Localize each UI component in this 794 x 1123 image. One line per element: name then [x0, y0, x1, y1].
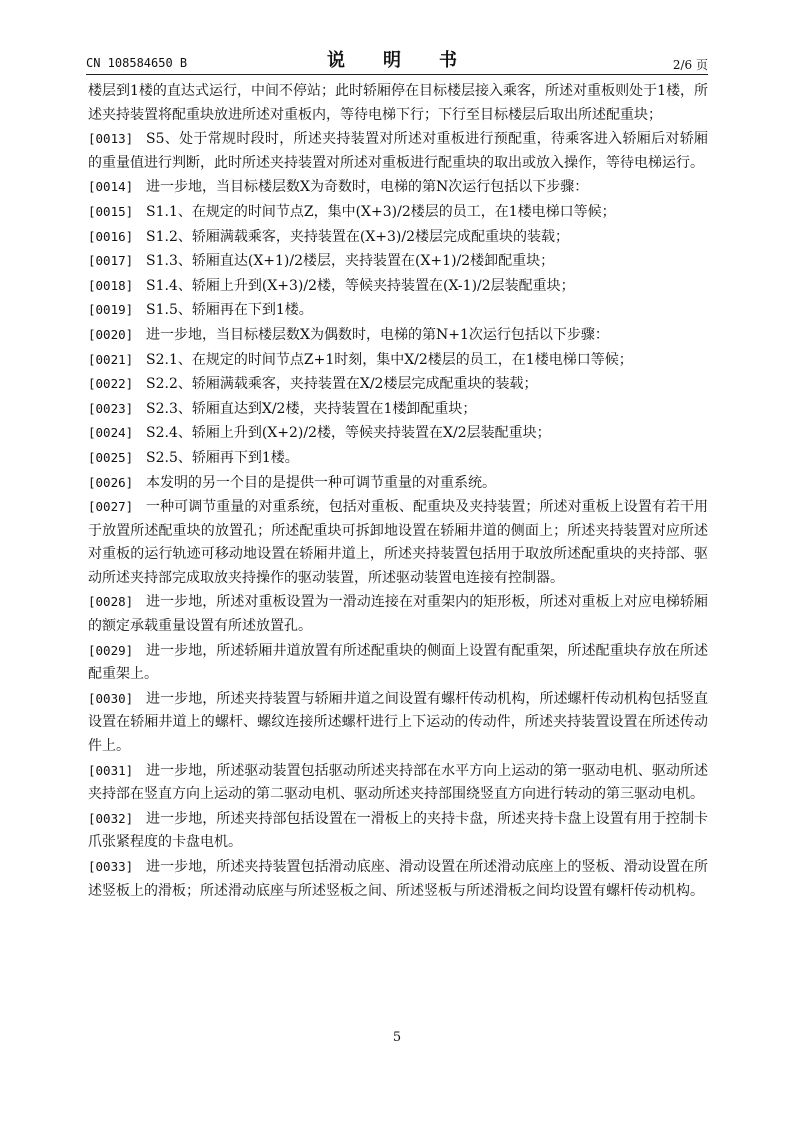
paragraph-text: 本发明的另一个目的是提供一种可调节重量的对重系统。 — [146, 474, 496, 491]
paragraph-number: [0014] — [88, 179, 134, 195]
paragraph-text: S2.1、在规定的时间节点Z+1时刻，集中X/2楼层的员工，在1楼电梯口等候； — [146, 351, 633, 368]
paragraph-number: [0024] — [88, 425, 134, 441]
paragraph-0028 — [88, 590, 708, 638]
paragraph-text: S1.5、轿厢再在下到1楼。 — [146, 302, 313, 319]
paragraph-0015 — [88, 200, 708, 225]
paragraph-number: [0022] — [88, 376, 134, 392]
paragraph-text: 进一步地，所述夹持部包括设置在一滑板上的夹持卡盘，所述夹持卡盘上设置有用于控制卡爪张紧程度的卡盘电机。 — [88, 810, 708, 851]
paragraph-continued — [88, 80, 708, 127]
paragraph-0023 — [88, 397, 708, 422]
paragraph-number: [0032] — [88, 810, 134, 826]
paragraph-number: [0029] — [88, 642, 134, 658]
paragraph-text: 进一步地，所述夹持装置包括滑动底座、滑动设置在所述滑动底座上的竖板、滑动设置在所述竖板上的滑板；所述滑动底座与所述竖板之间、所述竖板与所述滑板之间均设置有螺杆传动机构。 — [88, 859, 708, 899]
paragraph-number: [0033] — [88, 859, 134, 874]
paragraph-text: 一种可调节重量的对重系统，包括对重板、配重块及夹持装置；所述对重板上设置有若干用于放置所述配重块的放置孔；所述配重块可拆卸地设置在轿厢井道的侧面上；所述夹持装置对应所述对重板的运行轨迹可移动地设置在轿厢井道上，所述夹持装置包括用于取放所述配重块的夹持部、驱动所述夹持部完成取放夹持操作的驱动装置，所述驱动装置电连接有控制器。 — [88, 499, 708, 586]
paragraph-text: S1.4、轿厢上升到(X+3)/2楼，等候夹持装置在(X-1)/2层装配重块； — [146, 277, 575, 294]
paragraph-0033 — [88, 855, 708, 903]
page-indicator: 2/6 页 — [672, 58, 708, 72]
paragraph-text: S5、处于常规时段时，所述夹持装置对所述对重板进行预配重，待乘客进入轿厢后对轿厢的重量值进行判断，此时所述夹持装置对所述对重板进行配重块的取出或放入操作，等待电梯运行。 — [88, 131, 708, 171]
paragraph-0021 — [88, 348, 708, 373]
patent-number: CN 108584650 B — [86, 56, 188, 70]
paragraph-text: 进一步地，所述夹持装置与轿厢井道之间设置有螺杆传动机构，所述螺杆传动机构包括竖直设置在轿厢井道上的螺杆、螺纹连接所述螺杆进行上下运动的传动件，所述夹持装置设置在所述传动件上。 — [88, 690, 708, 755]
document-title: 说 明 书 — [327, 50, 467, 71]
paragraph-text: S2.3、轿厢直达到X/2楼，夹持装置在1楼卸配重块； — [146, 400, 477, 417]
paragraph-0019 — [88, 298, 708, 323]
paragraph-text: 进一步地，所述驱动装置包括驱动所述夹持部在水平方向上运动的第一驱动电机、驱动所述夹持部在竖直方向上运动的第二驱动电机、驱动所述夹持部围绕竖直方向进行转动的第三驱动电机。 — [88, 762, 708, 803]
paragraph-0027 — [88, 495, 708, 590]
paragraph-number: [0030] — [88, 690, 134, 706]
paragraph-number: [0019] — [88, 302, 134, 318]
paragraph-number: [0023] — [88, 400, 134, 416]
paragraph-0022 — [88, 372, 708, 397]
paragraph-0016 — [88, 225, 708, 250]
paragraph-0014 — [88, 175, 708, 200]
paragraph-text: S1.2、轿厢满载乘客，夹持装置在(X+3)/2楼层完成配重块的装载； — [146, 228, 570, 245]
paragraph-0031 — [88, 759, 708, 807]
paragraph-0013 — [88, 127, 708, 175]
paragraph-number: [0027] — [88, 499, 134, 515]
page-number: 5 — [392, 1030, 402, 1045]
paragraph-text: S1.3、轿厢直达(X+1)/2楼层，夹持装置在(X+1)/2楼卸配重块； — [146, 253, 555, 270]
paragraph-text: S2.2、轿厢满载乘客，夹持装置在X/2楼层完成配重块的装载； — [146, 376, 538, 393]
paragraph-text: 进一步地，当目标楼层数X为奇数时，电梯的第N次运行包括以下步骤： — [146, 179, 589, 196]
paragraph-number: [0013] — [88, 131, 134, 147]
paragraph-0017 — [88, 249, 708, 274]
paragraph-number: [0020] — [88, 326, 134, 342]
paragraph-text: 楼层到1楼的直达式运行，中间不停站；此时轿厢停在目标楼层接入乘客，所述对重板则处于1楼，所述夹持装置将配重块放进所述对重板内，等待电梯下行；下行至目标楼层后取出所述配重块； — [88, 83, 708, 123]
document-body — [88, 80, 708, 903]
paragraph-text: 进一步地，所述对重板设置为一滑动连接在对重架内的矩形板，所述对重板上对应电梯轿厢的额定承载重量设置有所述放置孔。 — [88, 594, 708, 635]
paragraph-number: [0017] — [88, 253, 134, 269]
paragraph-text: S2.5、轿厢再下到1楼。 — [146, 449, 299, 466]
paragraph-text: 进一步地，所述轿厢井道放置有所述配重块的侧面上设置有配重架，所述配重块存放在所述配重架上。 — [88, 642, 708, 683]
paragraph-0032 — [88, 807, 708, 855]
paragraph-0030 — [88, 687, 708, 759]
paragraph-text: S1.1、在规定的时间节点Z，集中(X+3)/2楼层的员工，在1楼电梯口等候； — [146, 203, 616, 220]
paragraph-number: [0021] — [88, 351, 134, 367]
paragraph-0026 — [88, 471, 708, 496]
paragraph-number: [0026] — [88, 474, 134, 490]
paragraph-0024 — [88, 421, 708, 446]
paragraph-number: [0018] — [88, 277, 134, 293]
paragraph-number: [0025] — [88, 449, 134, 465]
paragraph-number: [0015] — [88, 203, 134, 219]
paragraph-number: [0016] — [88, 228, 134, 244]
paragraph-number: [0031] — [88, 762, 134, 778]
paragraph-0018 — [88, 274, 708, 299]
page-header — [86, 44, 708, 75]
paragraph-number: [0028] — [88, 594, 134, 610]
paragraph-0020 — [88, 323, 708, 348]
paragraph-0025 — [88, 446, 708, 471]
paragraph-text: 进一步地，当目标楼层数X为偶数时，电梯的第N+1次运行包括以下步骤： — [146, 326, 609, 343]
paragraph-0029 — [88, 639, 708, 687]
paragraph-text: S2.4、轿厢上升到(X+2)/2楼，等候夹持装置在X/2层装配重块； — [146, 425, 551, 442]
